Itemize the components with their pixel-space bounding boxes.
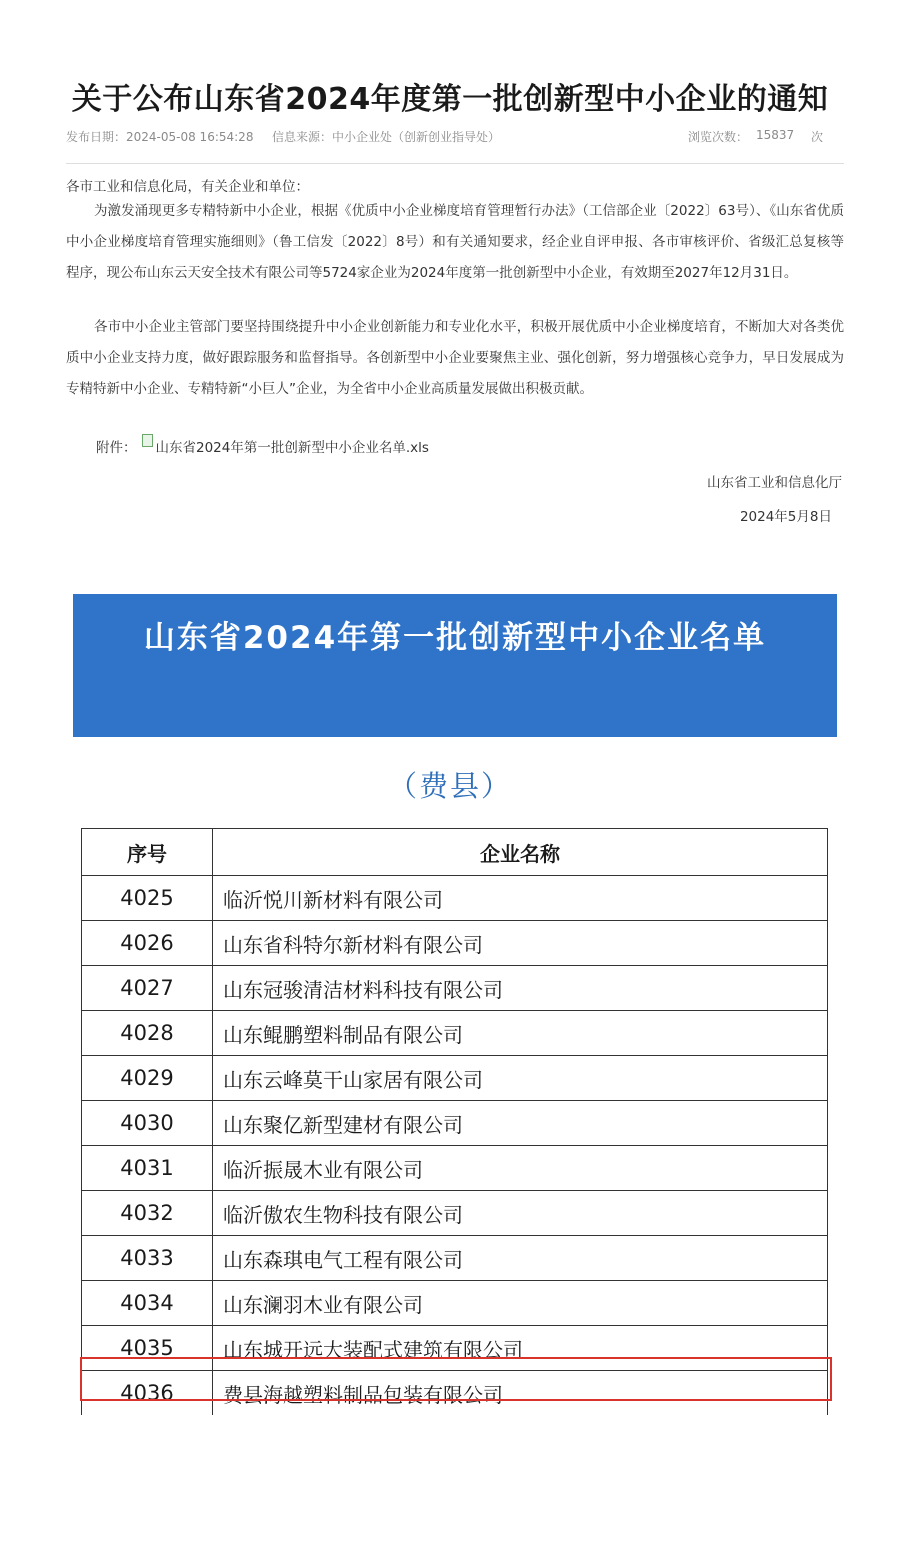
publish-date: 发布日期：2024-05-08 16:54:28 [66, 130, 254, 144]
table-row [82, 1056, 828, 1101]
row-number: 4032 [82, 1191, 213, 1236]
row-number: 4028 [82, 1011, 213, 1056]
row-number: 4031 [82, 1146, 213, 1191]
xls-file-icon [142, 434, 153, 447]
row-name: 山东云峰莫干山家居有限公司 [213, 1056, 828, 1101]
attachment-link[interactable]: 山东省2024年第一批创新型中小企业名单.xls [155, 440, 429, 456]
row-number: 4030 [82, 1101, 213, 1146]
views-label: 浏览次数： [688, 130, 749, 144]
table-row [82, 1101, 828, 1146]
notice-meta [66, 128, 844, 148]
row-name: 临沂傲农生物科技有限公司 [213, 1191, 828, 1236]
views-unit: 次 [811, 130, 824, 144]
table-row [82, 921, 828, 966]
table-row [82, 1011, 828, 1056]
row-number: 4036 [82, 1371, 213, 1416]
row-name: 山东省科特尔新材料有限公司 [213, 921, 828, 966]
salutation: 各市工业和信息化局，有关企业和单位： [66, 179, 309, 195]
row-name: 山东森琪电气工程有限公司 [213, 1236, 828, 1281]
row-number: 4025 [82, 876, 213, 921]
table-header-row [82, 829, 828, 876]
paragraph-2: 各市中小企业主管部门要坚持围绕提升中小企业创新能力和专业化水平，积极开展优质中小企业梯度培育，不断加大对各类优质中小企业支持力度，做好跟踪服务和监督指导。各创新型中小企业要聚焦主业、强化创新，努力增强核心竞争力，早日发展成为专精特新中小企业、专精特新“小巨人”企业，为全省中小企业高质量发展做出积极贡献。 [66, 319, 844, 397]
row-name: 临沂振晟木业有限公司 [213, 1146, 828, 1191]
row-name: 山东冠骏清洁材料科技有限公司 [213, 966, 828, 1011]
table-row [82, 1371, 828, 1416]
table-row [82, 966, 828, 1011]
attachment [96, 436, 429, 456]
signature-org: 山东省工业和信息化厅 [707, 475, 842, 491]
table-row [82, 1146, 828, 1191]
attachment-label: 附件： [96, 440, 137, 456]
info-source: 信息来源：中小企业处（创新创业指导处） [272, 130, 501, 144]
paragraph-1: 为激发涌现更多专精特新中小企业，根据《优质中小企业梯度培育管理暂行办法》（工信部企业〔2022〕63号）、《山东省优质中小企业梯度培育管理实施细则》（鲁工信发〔2022〕8号）和有关通知要求，经企业自评申报、各市审核评价、省级汇总复核等程序，现公布山东云天安全技术有限公司等5724家企业为2024年度第一批创新型中小企业，有效期至2027年12月31日。 [66, 203, 844, 281]
signature-date: 2024年5月8日 [739, 509, 832, 525]
row-name: 山东澜羽木业有限公司 [213, 1281, 828, 1326]
notice-title: 关于公布山东省2024年度第一批创新型中小企业的通知 [71, 82, 829, 117]
signature [707, 466, 842, 534]
row-name: 临沂悦川新材料有限公司 [213, 876, 828, 921]
list-banner: 山东省2024年第一批创新型中小企业名单 [73, 594, 837, 737]
row-number: 4029 [82, 1056, 213, 1101]
row-name: 费县海越塑料制品包装有限公司 [213, 1371, 828, 1416]
table-row [82, 1191, 828, 1236]
row-name: 山东聚亿新型建材有限公司 [213, 1101, 828, 1146]
row-number: 4033 [82, 1236, 213, 1281]
row-name: 山东城开远大装配式建筑有限公司 [213, 1326, 828, 1371]
table-row-highlighted [82, 1326, 828, 1371]
table-row [82, 1281, 828, 1326]
row-number: 4035 [82, 1326, 213, 1371]
header-name: 企业名称 [213, 829, 828, 876]
row-number: 4034 [82, 1281, 213, 1326]
row-number: 4026 [82, 921, 213, 966]
table-row [82, 1236, 828, 1281]
enterprise-table [81, 828, 828, 1415]
county-heading: （费县） [387, 769, 512, 803]
row-number: 4027 [82, 966, 213, 1011]
meta-divider [66, 163, 844, 164]
views-count: 15837 [756, 128, 795, 142]
table-row [82, 876, 828, 921]
header-number: 序号 [82, 829, 213, 876]
row-name: 山东鲲鹏塑料制品有限公司 [213, 1011, 828, 1056]
